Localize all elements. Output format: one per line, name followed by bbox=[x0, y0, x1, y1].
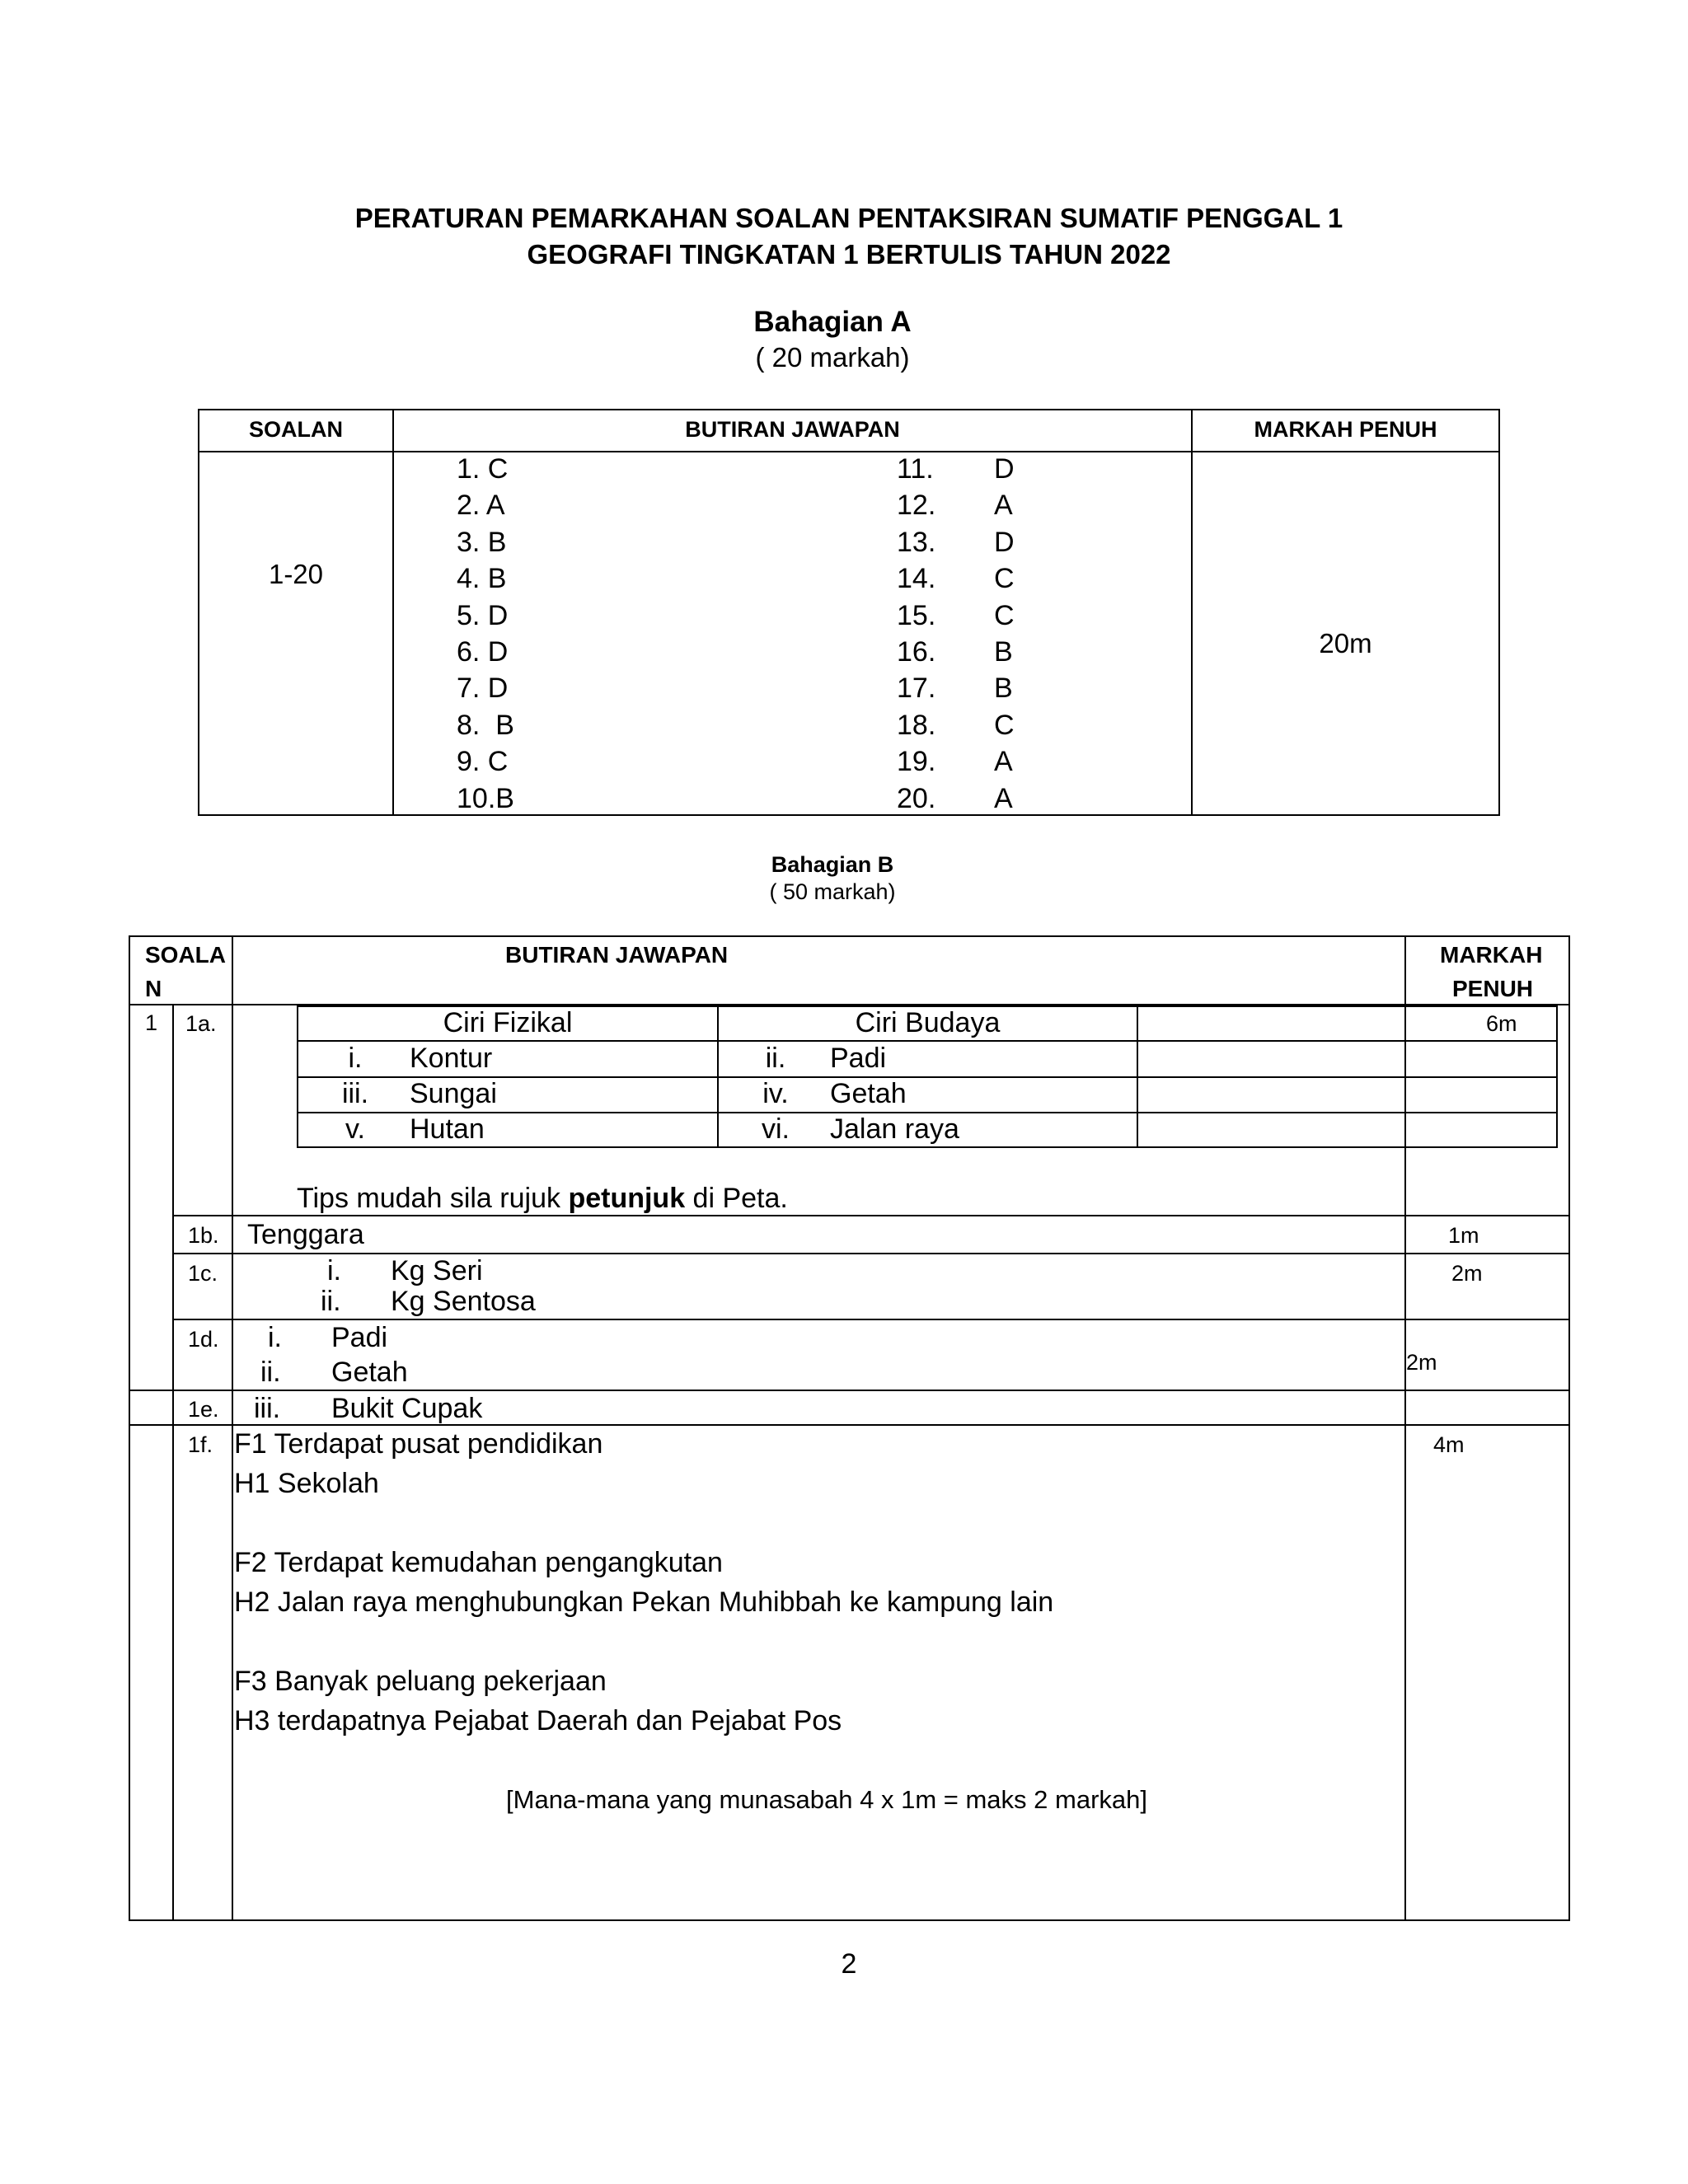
section-b-title: Bahagian B bbox=[771, 852, 894, 877]
answer-left-1: 1. C bbox=[457, 453, 509, 485]
answer-right-number-20: 20. bbox=[897, 782, 936, 814]
q1a-tips-post: di Peta. bbox=[685, 1183, 788, 1214]
q1a-row-num-left-2: iii. bbox=[341, 1078, 369, 1109]
answer-left-7: 7. D bbox=[457, 673, 509, 705]
q1d-num-1: i. bbox=[268, 1322, 282, 1353]
q1d-num-2: ii. bbox=[260, 1357, 281, 1388]
q1a-row-val-right-2: Getah bbox=[830, 1078, 907, 1109]
q1d-mark: 2m bbox=[1406, 1350, 1437, 1375]
q1a-head-budaya: Ciri Budaya bbox=[855, 1007, 1001, 1038]
col-soalan-header-b1: SOALA bbox=[145, 942, 226, 968]
answer-right-letter-18: C bbox=[994, 709, 1015, 741]
answer-right-number-17: 17. bbox=[897, 673, 936, 705]
q1f-note: [Mana-mana yang munasabah 4 x 1m = maks 2 markah] bbox=[506, 1785, 1147, 1814]
q1a-row-num-right-1: ii. bbox=[765, 1043, 786, 1074]
q1f-line-5: F3 Banyak peluang pekerjaan bbox=[234, 1666, 607, 1697]
q1a-row-val-right-3: Jalan raya bbox=[830, 1113, 959, 1145]
col-butiran-header-b: BUTIRAN JAWAPAN bbox=[505, 942, 729, 968]
answer-left-10: 10.B bbox=[457, 782, 514, 814]
answer-right-letter-15: C bbox=[994, 599, 1015, 631]
section-a-title: Bahagian A bbox=[753, 306, 912, 338]
answer-right-number-11: 11. bbox=[897, 453, 934, 485]
col-soalan-header-b2: N bbox=[145, 976, 162, 1001]
col-markah-header: MARKAH PENUH bbox=[1254, 417, 1437, 442]
q1f-mark: 4m bbox=[1433, 1432, 1465, 1457]
q1b-mark: 1m bbox=[1448, 1223, 1479, 1248]
col-markah-header-b2: PENUH bbox=[1452, 976, 1534, 1001]
answer-right-letter-13: D bbox=[994, 526, 1015, 558]
q1a-tips-bold: petunjuk bbox=[568, 1183, 686, 1214]
answer-right-number-18: 18. bbox=[897, 709, 936, 741]
q1f-line-4: H2 Jalan raya menghubungkan Pekan Muhibbah ke kampung lain bbox=[234, 1586, 1054, 1618]
answer-right-letter-14: C bbox=[994, 563, 1015, 595]
q1a-row-val-left-3: Hutan bbox=[410, 1113, 485, 1145]
q1a-row-num-right-2: iv. bbox=[762, 1078, 789, 1109]
answer-right-number-13: 13. bbox=[897, 526, 936, 558]
answer-left-2: 2. A bbox=[457, 490, 505, 522]
q1a-head-fizikal: Ciri Fizikal bbox=[443, 1007, 573, 1038]
q1d-label: 1d. bbox=[188, 1327, 219, 1352]
q1f-line-3: F2 Terdapat kemudahan pengangkutan bbox=[234, 1547, 723, 1578]
answer-right-number-19: 19. bbox=[897, 746, 936, 778]
answer-left-9: 9. C bbox=[457, 746, 509, 778]
answer-left-3: 3. B bbox=[457, 526, 507, 558]
q1a-label: 1a. bbox=[185, 1011, 217, 1036]
answer-right-letter-16: B bbox=[994, 636, 1013, 668]
markah-value: 20m bbox=[1319, 628, 1372, 658]
answer-right-number-16: 16. bbox=[897, 636, 936, 668]
q1a-row-val-right-1: Padi bbox=[830, 1043, 887, 1074]
q1e-ans-1: Bukit Cupak bbox=[331, 1393, 483, 1424]
page-number: 2 bbox=[841, 1948, 857, 1980]
q1d-ans-1: Padi bbox=[331, 1322, 388, 1353]
col-butiran-header: BUTIRAN JAWAPAN bbox=[685, 417, 900, 442]
q1d-ans-2: Getah bbox=[331, 1357, 408, 1388]
answer-left-8: 8. B bbox=[457, 709, 514, 741]
q1f-line-6: H3 terdapatnya Pejabat Daerah dan Pejabat Pos bbox=[234, 1705, 842, 1736]
title-line-2: GEOGRAFI TINGKATAN 1 BERTULIS TAHUN 2022 bbox=[527, 239, 1171, 269]
question-number: 1 bbox=[145, 1010, 158, 1035]
answer-left-5: 5. D bbox=[457, 599, 509, 631]
answer-right-letter-17: B bbox=[994, 673, 1013, 705]
q1c-label: 1c. bbox=[188, 1261, 218, 1286]
answer-left-6: 6. D bbox=[457, 636, 509, 668]
q1a-tips-pre: Tips mudah sila rujuk bbox=[297, 1183, 569, 1214]
answer-right-letter-19: A bbox=[994, 746, 1013, 778]
q1a-row-val-left-2: Sungai bbox=[410, 1078, 497, 1109]
q1f-line-1: F1 Terdapat pusat pendidikan bbox=[234, 1428, 603, 1460]
section-b-marks: ( 50 markah) bbox=[769, 879, 896, 904]
q1c-ans-1: Kg Seri bbox=[391, 1255, 483, 1286]
answer-right-number-14: 14. bbox=[897, 563, 936, 595]
q1e-label: 1e. bbox=[188, 1397, 219, 1422]
answer-right-number-15: 15. bbox=[897, 599, 936, 631]
answer-right-letter-12: A bbox=[994, 490, 1013, 522]
section-a-marks: ( 20 markah) bbox=[755, 342, 910, 373]
q1f-label: 1f. bbox=[188, 1432, 213, 1457]
q1a-mark: 6m bbox=[1486, 1011, 1517, 1036]
q1a-row-num-right-3: vi. bbox=[762, 1113, 790, 1145]
col-markah-header-b1: MARKAH bbox=[1440, 942, 1543, 968]
q1f-line-2: H1 Sekolah bbox=[234, 1468, 379, 1499]
col-soalan-header: SOALAN bbox=[249, 417, 343, 442]
q1c-num-1: i. bbox=[327, 1255, 341, 1286]
q1c-ans-2: Kg Sentosa bbox=[391, 1286, 536, 1317]
answer-right-letter-20: A bbox=[994, 782, 1013, 814]
answer-left-4: 4. B bbox=[457, 563, 507, 595]
title-line-1: PERATURAN PEMARKAHAN SOALAN PENTAKSIRAN SUMATIF PENGGAL 1 bbox=[354, 203, 1343, 233]
q1a-tips bbox=[297, 1184, 788, 1212]
q1b-answer: Tenggara bbox=[247, 1219, 364, 1250]
answer-right-letter-11: D bbox=[994, 453, 1015, 485]
q1b-label: 1b. bbox=[188, 1223, 219, 1248]
answer-right-number-12: 12. bbox=[897, 490, 936, 522]
q1a-row-num-left-3: v. bbox=[345, 1113, 365, 1145]
q1a-row-num-left-1: i. bbox=[348, 1043, 363, 1074]
soalan-range: 1-20 bbox=[268, 559, 324, 589]
q1c-num-2: ii. bbox=[321, 1286, 341, 1317]
q1c-mark: 2m bbox=[1451, 1261, 1483, 1286]
q1a-row-val-left-1: Kontur bbox=[410, 1043, 493, 1074]
q1e-num-1: iii. bbox=[254, 1393, 281, 1424]
